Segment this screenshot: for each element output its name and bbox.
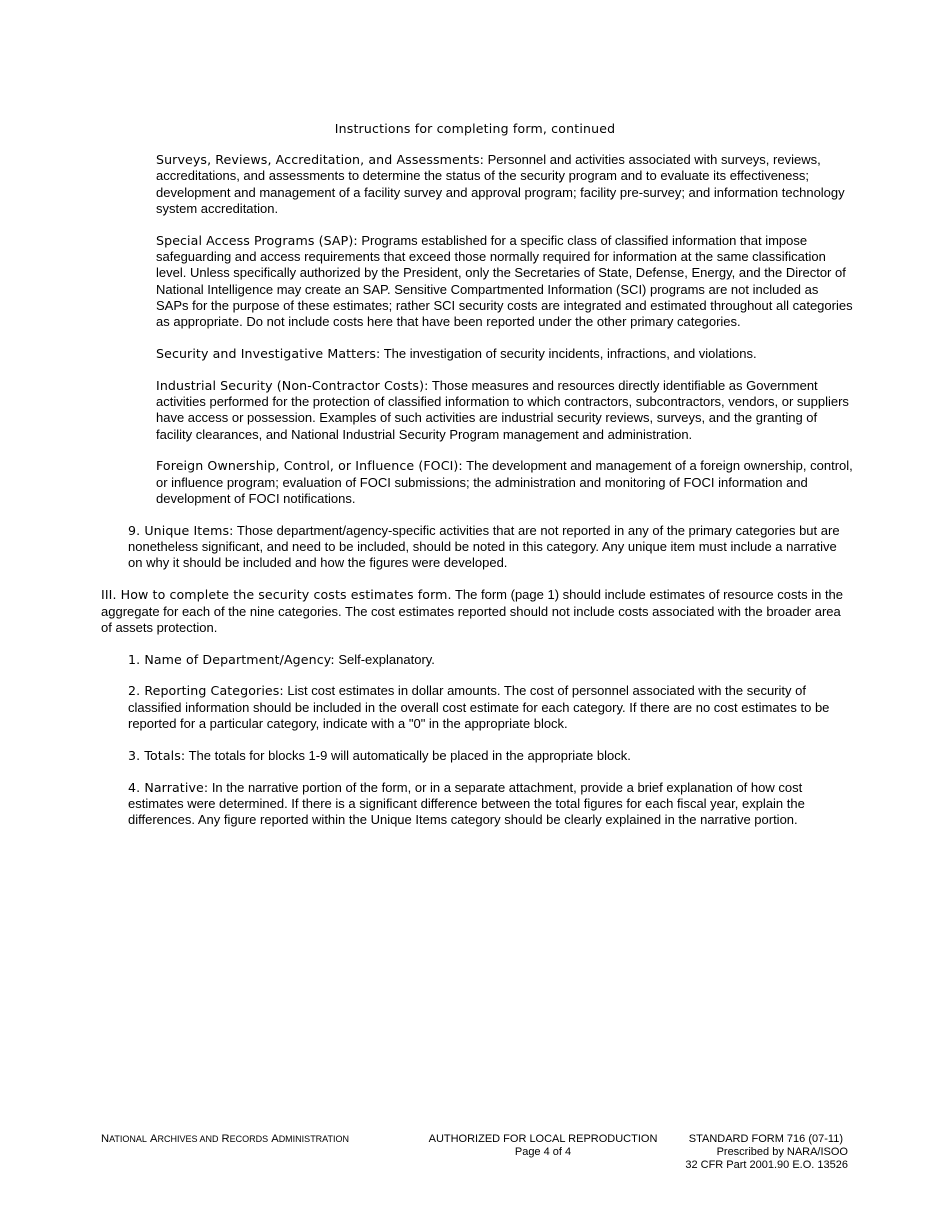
- footer-form-info: [660, 1133, 848, 1172]
- section-text: Those measures and resources directly identifiable as Government activities performed for the protection of classified information to which contractors, subcontractors, vendors, or suppliers have access or possession. Examples of such activities are industrial security reviews, surveys, and the granting of facility clearances, and National Industrial Security Program management and administration.: [156, 377, 849, 442]
- section-term: 9. Unique Items:: [128, 522, 234, 538]
- section-text: Personnel and activities associated with surveys, reviews, accreditations, and assessments to determine the status of the security program and to evaluate its effectiveness; development and management of a facility survey and approval program; facility pre-survey; and information technology system accreditation.: [156, 152, 845, 216]
- footer-authorization: AUTHORIZED FOR LOCAL REPRODUCTION: [428, 1133, 658, 1145]
- section-term: 3. Totals:: [128, 747, 186, 763]
- section-term: 1. Name of Department/Agency:: [128, 651, 335, 667]
- section-term: III. How to complete the security costs estimates form.: [101, 587, 452, 603]
- section-text: In the narrative portion of the form, or in a separate attachment, provide a brief explanation of how cost estimates were determined. If there is a significant difference between the total figures for each fiscal year, explain the differences. Any figure reported within the Unique Items category should be clearly explained in the narrative portion.: [128, 779, 805, 828]
- section-unique-items: [128, 523, 853, 572]
- footer-reproduction: [428, 1133, 658, 1159]
- section-text: The form (page 1) should include estimates of resource costs in the aggregate for each of the nine categories. The cost estimates reported should not include costs associated with the broader area of assets protection.: [101, 587, 844, 635]
- section-industrial-security: [156, 378, 853, 443]
- footer-page-number: Page 4 of 4: [514, 1146, 572, 1158]
- section-term: Special Access Programs (SAP):: [156, 232, 358, 248]
- section-term: Surveys, Reviews, Accreditation, and Assessments:: [156, 152, 484, 167]
- section-text: The investigation of security incidents, infractions, and violations.: [380, 345, 757, 361]
- section-text: Self-explanatory.: [334, 651, 435, 667]
- footer-prescribed-by: Prescribed by NARA/ISOO: [716, 1146, 848, 1158]
- section-text: Those department/agency-specific activities that are not reported in any of the primary categories but are nonetheless significant, and need to be included, should be noted in this category. Any unique item must include a narrative on why it should be included and how the figures were developed.: [128, 522, 840, 571]
- section-how-to-complete: [101, 587, 853, 636]
- section-text: List cost estimates in dollar amounts. The cost of personnel associated with the security of classified information should be included in the overall cost estimate for each category. If there are no cost estimates to be reported for a particular category, indicate with a "0" in the appropriate block.: [128, 683, 830, 732]
- section-text: Programs established for a specific class of classified information that impose safeguarding and access requirements that exceed those normally required for information at the same classification level. Unless specifically authorized by the President, only the Secretaries of State, Defense, Energy, and the Director of National Intelligence may create an SAP. Sensitive Compartmented Information (SCI) programs are not included as SAPs for the purpose of these estimates; rather SCI security costs are integrated and estimated throughout all categories as appropriate. Do not include costs here that have been reported under the other primary categories.: [156, 232, 853, 330]
- section-term: 4. Narrative:: [128, 779, 209, 795]
- page-title: Instructions for completing form, continued: [334, 121, 616, 136]
- footer-agency-name: NATIONAL ARCHIVES AND RECORDS ADMINISTRATION: [101, 1133, 350, 1145]
- section-reporting-categories: [128, 683, 853, 732]
- section-term: Industrial Security (Non-Contractor Costs):: [156, 377, 429, 393]
- instructions-body: [101, 152, 853, 844]
- section-text: The development and management of a foreign ownership, control, or influence program; evaluation of FOCI submissions; the administration and monitoring of FOCI information and development of FOCI notifications.: [156, 458, 853, 507]
- section-term: Security and Investigative Matters:: [156, 345, 381, 361]
- section-special-access-programs: [156, 233, 853, 331]
- section-foci: [156, 458, 853, 507]
- section-totals: [128, 748, 853, 764]
- section-narrative: [128, 780, 853, 829]
- footer-form-number: STANDARD FORM 716 (07-11): [688, 1133, 843, 1145]
- section-term: Foreign Ownership, Control, or Influence (FOCI):: [156, 458, 463, 474]
- section-text: The totals for blocks 1-9 will automatically be placed in the appropriate block.: [185, 747, 631, 763]
- section-name-of-department: [128, 652, 853, 668]
- section-surveys-reviews: [156, 152, 853, 217]
- footer-regulation: 32 CFR Part 2001.90 E.O. 13526: [685, 1159, 848, 1171]
- section-security-investigative: [156, 346, 853, 362]
- section-term: 2. Reporting Categories:: [128, 683, 284, 699]
